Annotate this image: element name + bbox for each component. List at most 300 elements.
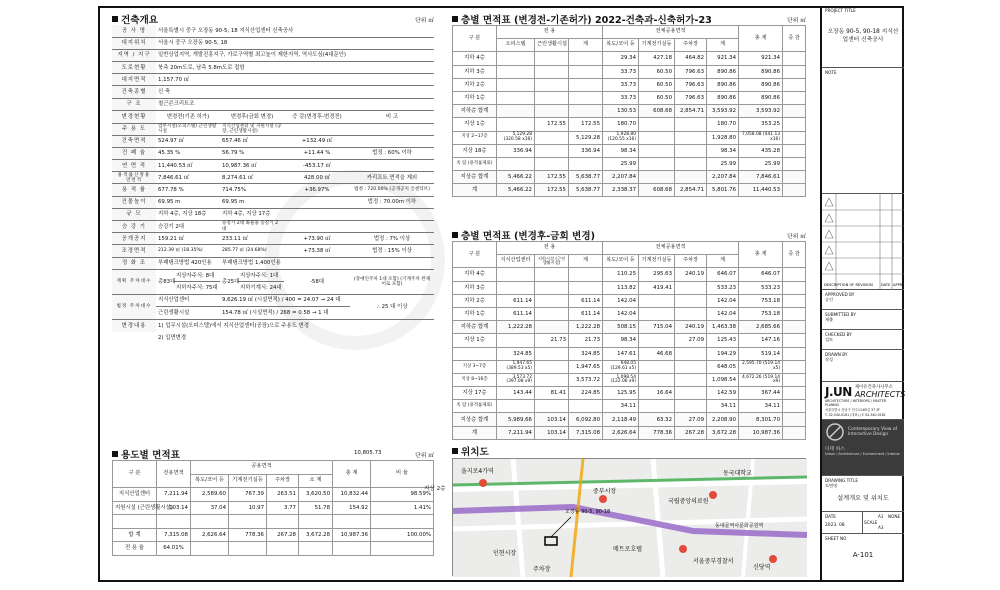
area-before-row — [453, 171, 806, 184]
partner-kr: 디테 하스 — [825, 447, 846, 452]
area-after-cell — [535, 321, 569, 334]
legal-parking-calc-2: 154.78 ㎡ (시설면적) / 268 = 0.58 → 1 대 — [220, 307, 350, 319]
overview-row — [112, 62, 434, 74]
use-area-name: 합 계 — [113, 528, 157, 542]
partner-desc: Urban / Architecture / Environment / Interior — [825, 452, 900, 456]
change-diff: -453.17 ㎡ — [284, 160, 350, 172]
area-after-floor: 지하 3층 — [453, 281, 497, 294]
area-after-floor: 지상 1층 — [453, 334, 497, 347]
area-after-cell: 648.05 (129.61 x5) — [603, 360, 639, 373]
change-head-cell: 변경전(기존 허가) — [156, 111, 220, 123]
area-before-floor: 지상층 합계 — [453, 171, 497, 184]
use-area-title: 용도별 면적표 — [112, 448, 434, 460]
area-after-cell: 63.32 — [639, 413, 675, 426]
use-sub-0: 복도/코어 등 — [191, 474, 229, 488]
overview-value: 서울특별시 중구 오장동 90-5, 18 지식산업센터 신축공사 — [156, 25, 434, 37]
drawing-title: 설계개요 및 위치도 — [837, 495, 889, 502]
area-before-cell — [569, 91, 603, 104]
overview-value: 서울시 중구 오장동 90-5, 18 — [156, 37, 434, 49]
change-note: 법정 : 7% 이상 — [350, 233, 434, 245]
change-row — [112, 233, 434, 245]
change-row — [112, 245, 434, 257]
change-before: 677.78 % — [156, 184, 220, 196]
area-after-cell — [783, 426, 806, 439]
overview-label: 구 조 — [112, 98, 156, 110]
legal-parking-label: 법정 주차대수 — [112, 295, 156, 319]
overview-row — [112, 25, 434, 37]
area-after-cell: 611.14 — [569, 307, 603, 320]
area-before-floor: 지상 1층 — [453, 118, 497, 131]
use-area-cell — [229, 542, 267, 556]
overview-row — [112, 98, 434, 110]
area-after-row — [453, 413, 806, 426]
change-before: 7,846.61 ㎡ — [156, 172, 220, 184]
map-label: 국립중앙의료원 — [668, 498, 709, 505]
area-before-row — [453, 105, 806, 118]
appr-col-label: APPR — [893, 283, 903, 287]
area-after-cell: 142.04 — [707, 307, 739, 320]
use-area-cell: 98.59% — [371, 488, 434, 502]
area-before-cell — [675, 131, 707, 144]
area-after-cell: 34.11 — [739, 400, 783, 413]
change-content-item-1: 1) 업무시설(오피스텔)에서 지식산업센터(공장)으로 주용도 변경 — [158, 322, 309, 329]
area-after-cell: 3,672.28 — [707, 426, 739, 439]
use-area-unit: 단위 ㎡ — [415, 453, 434, 459]
area-after-cell — [675, 373, 707, 386]
area-before-cell: 890.86 — [739, 91, 783, 104]
area-before-cell: 5,466.22 — [497, 184, 535, 197]
area-after-cell: 98.34 — [603, 334, 639, 347]
poi-icon — [479, 479, 487, 487]
note-cell — [822, 68, 904, 194]
after-sub-5: 주차장 — [675, 255, 707, 268]
area-before-section — [452, 13, 806, 197]
change-head-cell: 비 고 — [350, 111, 434, 123]
area-after-cell: 324.85 — [497, 347, 535, 360]
use-area-row — [113, 515, 434, 529]
area-after-cell: 611.14 — [569, 294, 603, 307]
area-before-cell — [675, 171, 707, 184]
use-area-cell — [333, 542, 371, 556]
area-before-cell — [497, 78, 535, 91]
checked-label: CHECKED BY — [825, 332, 852, 337]
area-before-cell: 2,207.84 — [707, 171, 739, 184]
use-area-cell: 10,832.44 — [333, 488, 371, 502]
change-content-label: 변경내용 — [112, 320, 156, 332]
change-label: 주 용 도 — [112, 123, 156, 135]
map-graphic — [453, 459, 807, 577]
area-after-cell — [675, 307, 707, 320]
parking-after-b: 지하기계식: 24대 — [238, 282, 284, 294]
before-head-1: 전 용 — [497, 26, 603, 39]
area-after-floor: 지하 2층 — [453, 294, 497, 307]
change-note: 법정 : 70.00m 이하 — [350, 196, 434, 208]
area-after-cell — [783, 268, 806, 281]
area-before-cell — [497, 105, 535, 118]
area-after-cell — [783, 347, 806, 360]
area-after-cell — [535, 360, 569, 373]
area-before-row — [453, 131, 806, 144]
area-before-cell: 98.34 — [707, 144, 739, 157]
area-before-cell — [535, 157, 569, 170]
area-before-cell: 3,593.92 — [707, 105, 739, 118]
partner-cell — [822, 420, 904, 476]
area-after-cell — [675, 281, 707, 294]
area-after-cell: 646.07 — [707, 268, 739, 281]
area-before-cell: 890.86 — [739, 78, 783, 91]
use-head-1: 전용면적 — [157, 461, 191, 488]
area-after-cell — [675, 400, 707, 413]
map-label: 동국대학교 — [723, 470, 752, 477]
area-after-cell: 419.41 — [639, 281, 675, 294]
area-after-cell: 46.68 — [639, 347, 675, 360]
area-after-cell: 267.28 — [675, 426, 707, 439]
area-before-floor: 지하 1층 — [453, 91, 497, 104]
area-before-cell — [675, 118, 707, 131]
use-head-0: 구 분 — [113, 461, 157, 488]
parking-after-total: 총25대 — [220, 270, 238, 294]
area-after-cell — [675, 387, 707, 400]
overview-value: 일반상업지역, 개발진흥지구, 가로구역별 최고높이 제한지역, 역사도심(4대문안) — [156, 49, 434, 61]
area-after-cell — [497, 268, 535, 281]
area-before-cell — [639, 157, 675, 170]
area-after-cell: 4,672.26 (519.14 x9) — [739, 373, 783, 386]
use-area-cell — [229, 515, 267, 529]
area-before-cell: 796.63 — [675, 65, 707, 78]
area-before-cell: 60.50 — [639, 91, 675, 104]
change-diff — [284, 196, 350, 208]
overview-label: 대지면적 — [112, 74, 156, 86]
area-before-cell: 796.63 — [675, 91, 707, 104]
poi-icon — [769, 555, 777, 563]
area-after-row — [453, 294, 806, 307]
change-row — [112, 135, 434, 147]
change-diff: +132.49 ㎡ — [284, 135, 350, 147]
area-before-title: 층별 면적표 (변경전-기존허가) 2022-건축과-신축허가-23 — [452, 13, 806, 25]
change-row — [112, 208, 434, 220]
area-before-cell — [783, 91, 806, 104]
area-after-cell — [639, 294, 675, 307]
area-before-cell: 890.86 — [739, 65, 783, 78]
change-head-cell: 증 감(변경후-변경전) — [284, 111, 350, 123]
scale-label: SCALE — [864, 520, 878, 525]
legal-parking-use-1: 지식산업센터 — [156, 295, 220, 307]
firm-logo: J.UN — [825, 384, 852, 399]
map-label: 서울중부경찰서 — [693, 558, 734, 565]
area-after-row — [453, 334, 806, 347]
area-after-row — [453, 426, 806, 439]
area-before-cell — [639, 144, 675, 157]
area-after-cell: 194.29 — [707, 347, 739, 360]
area-before-cell — [783, 144, 806, 157]
area-after-cell: 2,208.90 — [707, 413, 739, 426]
change-after: 승강기 2대 화물용 승강기 2대 — [220, 221, 284, 233]
area-after-cell: 778.36 — [639, 426, 675, 439]
area-before-cell — [569, 78, 603, 91]
area-before-cell: 2,207.84 — [603, 171, 639, 184]
legal-parking-calc-1: 9,626.19 ㎡ (시설면적) / 400 = 24.07 → 24 대 — [220, 295, 350, 307]
change-before: 부패탱크방법 420인용 — [156, 257, 220, 269]
area-before-cell — [497, 52, 535, 65]
overview-label: 도로현황 — [112, 62, 156, 74]
partner-en: Contemporary View of Interactive Design — [848, 426, 898, 437]
area-before-cell: 60.50 — [639, 78, 675, 91]
area-after-cell: 113.82 — [603, 281, 639, 294]
change-label: 규 모 — [112, 208, 156, 220]
area-before-cell: 5,129.28 (320.58 x16) — [497, 131, 535, 144]
area-after-row — [453, 268, 806, 281]
area-before-cell: 1,928.80 — [707, 131, 739, 144]
use-area-cell: 3,672.28 — [299, 528, 333, 542]
area-before-cell: 172.55 — [535, 118, 569, 131]
change-diff: +73.38 ㎡ — [284, 245, 350, 257]
use-area-row — [113, 501, 434, 515]
change-after: 지식산업센터 및 지원시설 (공장, 근린생활시설) — [220, 123, 284, 135]
use-area-cell — [267, 515, 299, 529]
scale-a: A1 — [878, 514, 884, 519]
change-before: 업무시설(오피스텔) 근린생활시설 — [156, 123, 220, 135]
area-before-cell — [783, 78, 806, 91]
change-after: 지하 4층, 지상 17층 — [220, 208, 284, 220]
overview-row — [112, 49, 434, 61]
area-before-cell: 2,854.71 — [675, 105, 707, 118]
area-before-floor: 지하층 합계 — [453, 105, 497, 118]
area-after-cell — [535, 373, 569, 386]
change-label: 공개공지 — [112, 233, 156, 245]
firm-name-en: ARCHITECTS — [854, 390, 906, 399]
area-after-cell — [569, 281, 603, 294]
firm-tel: T. 02-540-0161 (대표) / F. 02-540-0161 — [825, 413, 886, 417]
date-scale-cell — [822, 512, 904, 534]
area-before-cell: 5,129.28 — [569, 131, 603, 144]
area-after-cell: 2,626.64 — [603, 426, 639, 439]
area-after-cell — [783, 281, 806, 294]
use-area-row — [113, 528, 434, 542]
overview-row — [112, 86, 434, 98]
revision-cell — [822, 194, 904, 290]
before-sub-6: 계 — [707, 39, 739, 52]
area-after-floor: 지상 17층 — [453, 387, 497, 400]
partner-logo-icon — [825, 422, 845, 442]
change-before: 45.35 % — [156, 147, 220, 159]
area-after-cell: 1,463.38 — [707, 321, 739, 334]
area-before-cell: 33.73 — [603, 78, 639, 91]
area-before-cell — [569, 157, 603, 170]
area-after-title: 층별 면적표 (변경후-금회 변경) — [452, 229, 806, 241]
map-label: 인현시장 — [493, 550, 517, 557]
poi-icon — [709, 491, 717, 499]
area-before-cell — [783, 52, 806, 65]
area-before-cell — [569, 65, 603, 78]
area-before-cell: 180.70 — [707, 118, 739, 131]
change-note: 카리프트 면적을 제외 — [350, 172, 434, 184]
change-note — [350, 135, 434, 147]
area-before-cell: 1,928.80 (120.55 x16) — [603, 131, 639, 144]
area-before-cell: 11,440.53 — [739, 184, 783, 197]
area-before-cell: 5,638.77 — [569, 184, 603, 197]
area-after-cell: 646.07 — [739, 268, 783, 281]
area-after-row — [453, 387, 806, 400]
area-after-floor: 지하 4층 — [453, 268, 497, 281]
area-after-cell: 142.04 — [603, 307, 639, 320]
area-before-unit: 단위 ㎡ — [787, 18, 806, 24]
area-before-cell — [569, 105, 603, 118]
use-area-name: 지식산업센터 — [113, 488, 157, 502]
revision-label: DESCRIPTION OF REVISION — [824, 283, 873, 287]
use-area-cell: 7,315.08 — [157, 528, 191, 542]
change-diff — [284, 257, 350, 269]
firm-addr: 서울특별시 강남구 언주로165길 37 3F — [825, 408, 881, 412]
approved-kr: 승인 — [825, 297, 834, 302]
change-after: 8,274.61 ㎡ — [220, 172, 284, 184]
before-sub-0: 오피스텔 — [497, 39, 535, 52]
sheet-no: A-101 — [852, 551, 874, 559]
before-sub-1: 근린생활시설 — [535, 39, 569, 52]
area-before-cell — [497, 65, 535, 78]
area-before-cell: 336.94 — [569, 144, 603, 157]
area-after-cell — [783, 307, 806, 320]
use-area-cell: 263.51 — [267, 488, 299, 502]
change-after: 69.95 m — [220, 196, 284, 208]
area-after-cell: 1,222.28 — [497, 321, 535, 334]
use-area-cell: 154.92 — [333, 501, 371, 515]
approved-label: APPROVED BY — [825, 292, 855, 297]
area-before-cell: 25.99 — [603, 157, 639, 170]
area-after-floor: 지하층 합계 — [453, 321, 497, 334]
area-before-cell: 921.34 — [739, 52, 783, 65]
area-after-cell: 519.14 — [739, 347, 783, 360]
location-side-label: 지상 2층 — [424, 486, 446, 492]
location-map[interactable] — [452, 458, 806, 576]
area-before-cell: 2,854.71 — [675, 184, 707, 197]
change-row — [112, 196, 434, 208]
area-after-cell — [639, 334, 675, 347]
project-title-cell — [822, 6, 904, 68]
location-title: 위치도 — [452, 445, 806, 457]
area-after-cell — [569, 400, 603, 413]
area-after-cell: 27.09 — [675, 334, 707, 347]
area-before-cell: 5,466.22 — [497, 171, 535, 184]
area-before-cell: 336.94 — [497, 144, 535, 157]
area-before-cell — [569, 52, 603, 65]
area-after-floor: 옥 탑 (용적률제외) — [453, 400, 497, 413]
after-head-2: 전체공용면적 — [603, 242, 739, 255]
map-label: 오장동 90-5, 90-18 — [565, 509, 611, 515]
map-label: 메트로호텔 — [613, 546, 642, 553]
use-area-cell — [371, 542, 434, 556]
change-after: 657.46 ㎡ — [220, 135, 284, 147]
area-before-cell: 33.73 — [603, 65, 639, 78]
area-after-floor: 지하 1층 — [453, 307, 497, 320]
map-label: 신당역 — [753, 564, 771, 571]
area-after-cell — [535, 347, 569, 360]
area-before-cell: 172.55 — [535, 184, 569, 197]
area-before-cell: 921.34 — [707, 52, 739, 65]
project-title-label: PROJECT TITLE — [825, 8, 856, 13]
sheet-no-label: SHEET NO — [825, 536, 847, 541]
area-after-floor: 지상층 합계 — [453, 413, 497, 426]
area-before-floor: 지하 2층 — [453, 78, 497, 91]
project-title: 오장동 90-5, 90-18 지식산업센터 신축공사 — [827, 29, 899, 43]
change-label: 연 면 적 — [112, 160, 156, 172]
parking-plan-table — [112, 270, 434, 295]
location-section — [452, 445, 806, 457]
use-area-cell: 100.00% — [371, 528, 434, 542]
change-before: 524.97 ㎡ — [156, 135, 220, 147]
before-head-3: 총 계 — [739, 26, 783, 52]
area-after-cell: 81.41 — [535, 387, 569, 400]
poi-icon — [599, 495, 607, 503]
area-before-floor: 지하 4층 — [453, 52, 497, 65]
change-before: 지하 4층, 지상 18층 — [156, 208, 220, 220]
after-sub-3: 복도/코어 등 — [603, 255, 639, 268]
change-label: 건축면적 — [112, 135, 156, 147]
date-col-label: DATE — [881, 283, 891, 287]
use-area-cell: 103.14 — [157, 501, 191, 515]
area-after-cell: 1,098.54 — [707, 373, 739, 386]
use-sub-3: 소 계 — [299, 474, 333, 488]
use-area-name: 전 용 율 — [113, 542, 157, 556]
use-area-row — [113, 542, 434, 556]
area-after-cell — [497, 400, 535, 413]
change-head-cell: 변경현황 — [112, 111, 156, 123]
area-after-floor: 지상 3~7층 — [453, 360, 497, 373]
area-after-cell: 21.73 — [535, 334, 569, 347]
overview-label: 건축종별 — [112, 86, 156, 98]
area-after-cell: 224.85 — [569, 387, 603, 400]
use-area-row — [113, 488, 434, 502]
after-sub-4: 기계전기실등 — [639, 255, 675, 268]
after-sub-2: 계 — [569, 255, 603, 268]
change-after: 56.79 % — [220, 147, 284, 159]
area-before-row — [453, 65, 806, 78]
area-after-cell — [535, 294, 569, 307]
overview-row — [112, 74, 434, 86]
change-row — [112, 257, 434, 269]
change-note: 법정 : 720.00% (공개공지 인센티브) — [350, 184, 434, 196]
drawn-cell — [822, 350, 904, 382]
use-area-cell: 3,620.50 — [299, 488, 333, 502]
change-row — [112, 160, 434, 172]
area-after-cell — [783, 400, 806, 413]
area-after-cell — [783, 294, 806, 307]
map-label: 중부시장 — [593, 488, 617, 495]
change-after: 714.75% — [220, 184, 284, 196]
change-label: 승 강 기 — [112, 221, 156, 233]
area-after-cell: 753.18 — [739, 294, 783, 307]
submitted-label: SUBMITTED BY — [825, 312, 856, 317]
change-after: 10,987.36 ㎡ — [220, 160, 284, 172]
area-after-row — [453, 347, 806, 360]
use-area-table — [112, 460, 434, 556]
area-before-cell: 98.34 — [603, 144, 639, 157]
area-before-cell: 464.82 — [675, 52, 707, 65]
area-after-cell — [639, 373, 675, 386]
area-before-row — [453, 118, 806, 131]
change-after: 233.11 ㎡ — [220, 233, 284, 245]
area-before-cell — [783, 105, 806, 118]
before-sub-3: 복도/코어 등 — [603, 39, 639, 52]
use-head-3: 총 계 — [333, 461, 371, 488]
legal-parking-table — [112, 295, 434, 320]
change-before: 11,440.53 ㎡ — [156, 160, 220, 172]
after-sub-6: 계 — [707, 255, 739, 268]
area-after-cell: 147.61 — [603, 347, 639, 360]
area-after-cell: 27.09 — [675, 413, 707, 426]
change-label: 용 적 률 — [112, 184, 156, 196]
use-area-cell — [333, 515, 371, 529]
area-before-cell: 2,338.37 — [603, 184, 639, 197]
